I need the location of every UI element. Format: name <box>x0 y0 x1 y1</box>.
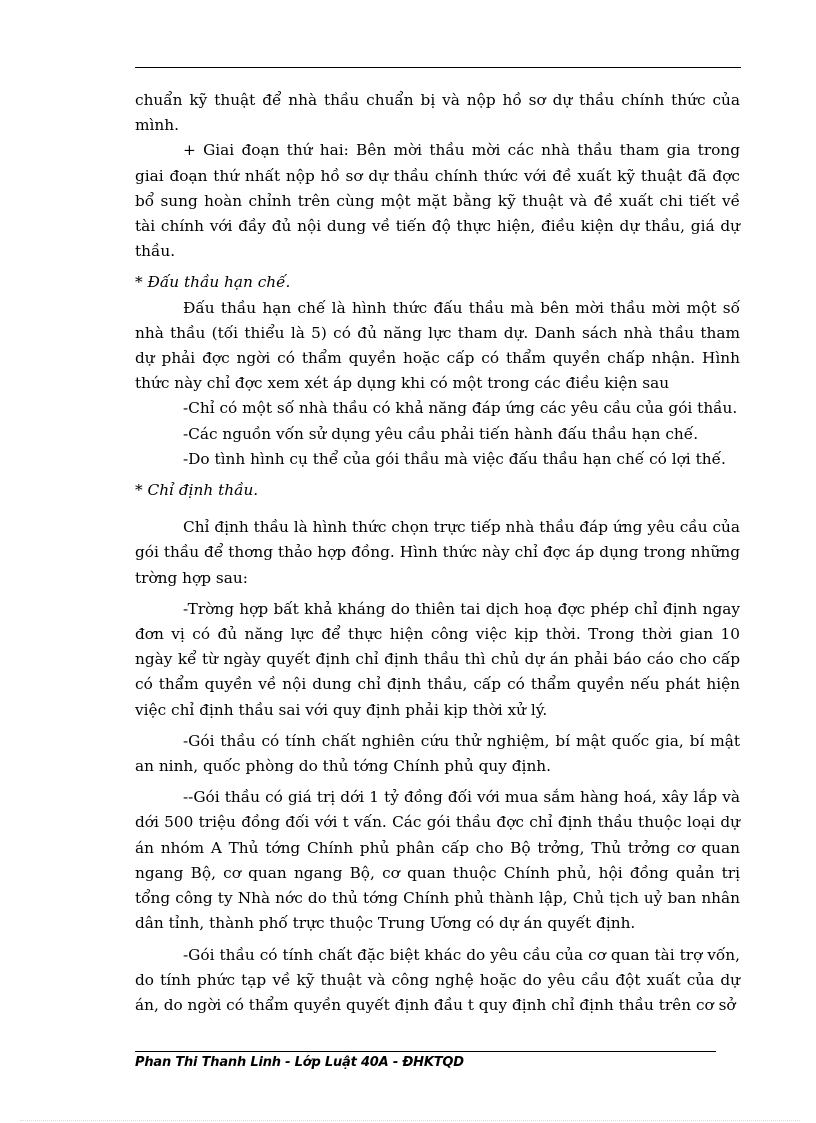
paragraph-phase-two: + Giai đoạn thứ hai: Bên mời thầu mời các nhà thầu tham gia trong giai đoạn thứ nhất nộp hồ sơ dự thầu chính thức với đề xuất kỹ thuật đã đợc bổ sung hoàn chỉnh trên cùng một mặt bằng kỹ thuật và đề xuất chi tiết về tài chính với đầy đủ nội dung về tiến độ thực hiện, điều kiện dự thầu, giá dự thầu. <box>135 141 740 261</box>
paragraph-continuation: chuẩn kỹ thuật để nhà thầu chuẩn bị và nộp hồ sơ dự thầu chính thức của mình. <box>135 91 740 135</box>
footer-text: Phan Thi Thanh Linh - Lớp Luật 40A - ĐHKTQD <box>135 1055 464 1070</box>
list-item: -Gói thầu có tính chất đặc biệt khác do yêu cầu của cơ quan tài trợ vốn, do tính phức tạp về kỹ thuật và công nghệ hoặc do yêu cầu đột xuất của dự án, do ngời có thẩm quyền quyết định đầu t quy định chỉ định thầu trên cơ sở <box>135 945 740 1014</box>
heading-limited-bidding: * Đấu thầu hạn chế. <box>135 273 291 292</box>
header-rule <box>135 67 741 68</box>
list-item: -Chỉ có một số nhà thầu có khả năng đáp ứng các yêu cầu của gói thầu. <box>183 399 738 418</box>
footer-rule <box>135 1051 716 1052</box>
page-edge <box>20 1120 800 1121</box>
list-item: -Do tình hình cụ thể của gói thầu mà việc đấu thầu hạn chế có lợi thế. <box>183 449 726 468</box>
paragraph-limited-bidding: Đấu thầu hạn chế là hình thức đấu thầu mà bên mời thầu mời một số nhà thầu (tối thiểu là 5) có đủ năng lực tham dự. Danh sách nhà thầu tham dự phải đợc ngời có thẩm quyền hoặc cấp có thẩm quyền chấp nhận. Hình thức này chỉ đợc xem xét áp dụng khi có một trong các điều kiện sau <box>135 298 740 393</box>
list-item: --Gói thầu có giá trị dới 1 tỷ đồng đối với mua sắm hàng hoá, xây lắp và dới 500 triệu đồng đối với t vấn. Các gói thầu đợc chỉ định thầu thuộc loại dự án nhóm A Thủ tớng Chính phủ phân cấp cho Bộ trởng, Thủ trởng cơ quan ngang Bộ, cơ quan ngang Bộ, cơ quan thuộc Chính phủ, hội đồng quản trị tổng công ty Nhà nớc do thủ tớng Chính phủ thành lập, Chủ tịch uỷ ban nhân dân tỉnh, thành phố trực thuộc Trung Ương có dự án quyết định. <box>135 788 740 933</box>
document-body <box>135 88 740 1018</box>
heading-direct-appointment: * Chỉ định thầu. <box>135 481 259 500</box>
list-item: -Gói thầu có tính chất nghiên cứu thử nghiệm, bí mật quốc gia, bí mật an ninh, quốc phòng do thủ tớng Chính phủ quy định. <box>135 731 740 776</box>
paragraph-direct-appointment: Chỉ định thầu là hình thức chọn trực tiếp nhà thầu đáp ứng yêu cầu của gói thầu để thơng thảo hợp đồng. Hình thức này chỉ đợc áp dụng trong những trờng hợp sau: <box>135 518 740 587</box>
list-item: -Trờng hợp bất khả kháng do thiên tai dịch hoạ đợc phép chỉ định ngay đơn vị có đủ năng lực để thực hiện công việc kịp thời. Trong thời gian 10 ngày kể từ ngày quyết định chỉ định thầu thì chủ dự án phải báo cáo cho cấp có thẩm quyền về nội dung chỉ định thầu, cấp có thẩm quyền nếu phát hiện việc chỉ định thầu sai với quy định phải kịp thời xử lý. <box>135 599 740 719</box>
list-item: -Các nguồn vốn sử dụng yêu cầu phải tiến hành đấu thầu hạn chế. <box>183 424 699 443</box>
